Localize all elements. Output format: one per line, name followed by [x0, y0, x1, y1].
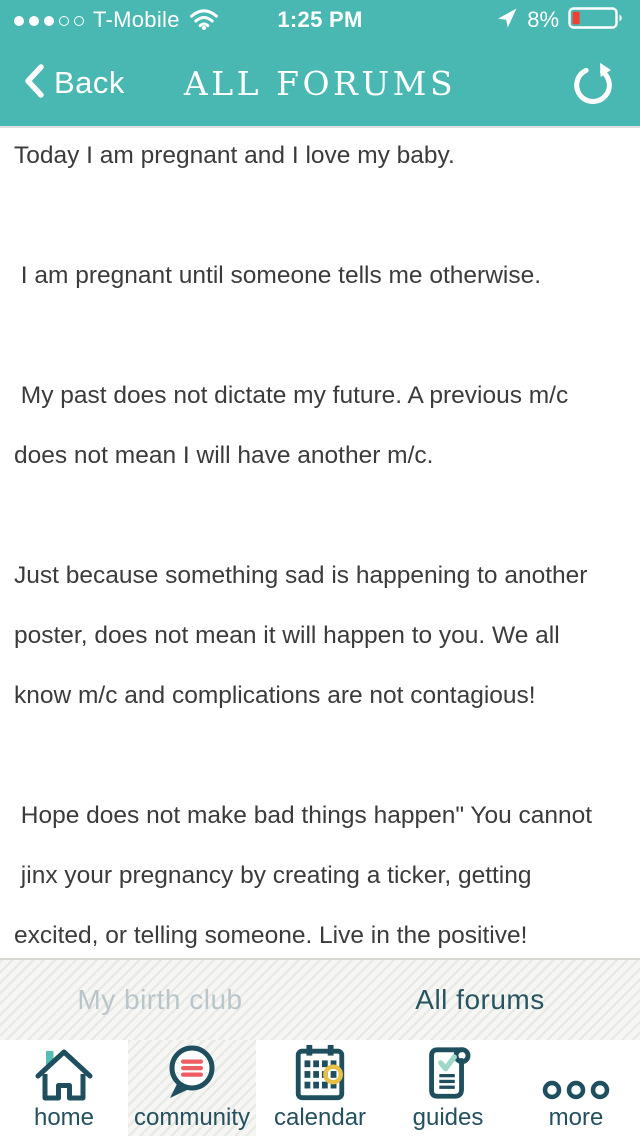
post-line: jinx your pregnancy by creating a ticker, getting [14, 862, 532, 889]
post-paragraph [14, 246, 626, 306]
more-icon [541, 1059, 611, 1103]
tab-my-birth-club[interactable]: My birth club [77, 984, 243, 1015]
post-line: Hope does not make bad things happen" You cannot [14, 802, 593, 829]
post-paragraph [14, 786, 626, 958]
clock: 1:25 PM [277, 7, 363, 32]
navigation-bar [0, 40, 640, 126]
tab-calendar[interactable] [256, 1040, 384, 1136]
tab-community[interactable] [128, 1040, 256, 1136]
tab-more[interactable] [512, 1040, 640, 1136]
top-bar [0, 0, 640, 126]
tab-calendar-label: calendar [273, 1104, 367, 1131]
guides-icon [421, 1045, 475, 1103]
post-line: does not mean I will have another m/c. [14, 442, 434, 469]
tab-guides-label: guides [412, 1104, 484, 1131]
tab-home[interactable] [0, 1040, 128, 1136]
post-line: excited, or telling someone. Live in the positive! [14, 922, 528, 949]
home-icon [33, 1045, 95, 1103]
tab-community-label: community [133, 1104, 251, 1131]
post-paragraph [14, 366, 626, 486]
tab-more-label: more [548, 1104, 604, 1131]
tab-all-forums[interactable]: All forums [415, 984, 545, 1015]
post-paragraph [14, 546, 626, 726]
post-paragraph [14, 126, 626, 186]
bottom-tab-bar [0, 1040, 640, 1136]
tab-guides[interactable] [384, 1040, 512, 1136]
post-line: I am pregnant until someone tells me otherwise. [14, 262, 542, 289]
forum-tab-switcher [0, 958, 640, 1040]
battery-percent: 8% [527, 7, 559, 32]
post-line: poster, does not mean it will happen to you. We all [14, 622, 560, 649]
community-icon [162, 1045, 222, 1103]
calendar-icon [292, 1045, 348, 1103]
status-bar [0, 0, 640, 40]
post-line: know m/c and complications are not contagious! [14, 682, 536, 709]
carrier-label: T-Mobile [93, 7, 180, 32]
page-title: ALL FORUMS [183, 63, 457, 103]
post-line: Just because something sad is happening to another [14, 562, 588, 589]
post-line: Today I am pregnant and I love my baby. [14, 142, 455, 169]
post-body [0, 126, 640, 958]
post-line: My past does not dictate my future. A previous m/c [14, 382, 569, 409]
tab-home-label: home [33, 1104, 95, 1131]
refresh-button[interactable] [568, 58, 618, 108]
back-label: Back [54, 65, 125, 100]
